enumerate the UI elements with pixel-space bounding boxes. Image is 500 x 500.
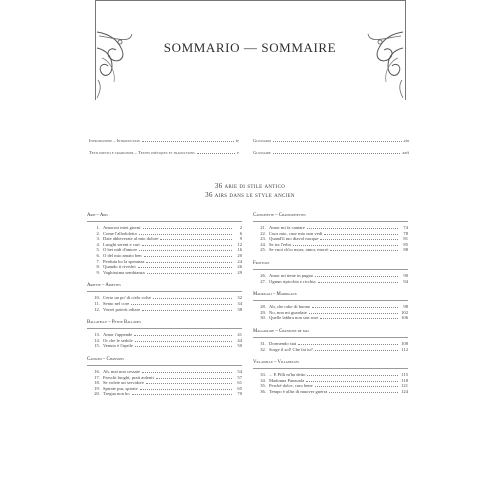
leader-dots [142, 372, 232, 373]
entry-page: 41 [237, 332, 242, 338]
toc-label: Glossario [253, 138, 271, 143]
toc-entry[interactable] [87, 307, 242, 313]
entry-title: No, non mi guardate [269, 309, 307, 315]
section-heading: Canzonette – Chansonnettes [253, 213, 408, 222]
leader-dots [138, 267, 232, 268]
section-heading: Villanelle – Villanelles [253, 360, 408, 369]
toc-row[interactable] [89, 150, 239, 162]
toc-section [253, 360, 408, 394]
toc-section [253, 261, 408, 284]
entry-title: ... E Pilli m'ha detto [269, 372, 306, 378]
entry-title: Se tra l'erba [269, 241, 291, 247]
entry-number: 12. [94, 306, 100, 312]
entry-page: 88 [403, 247, 408, 253]
entry-number: 14. [94, 337, 100, 343]
entry-number: 20. [94, 391, 100, 397]
entry-number: 30. [260, 315, 266, 321]
toc-row[interactable] [253, 138, 409, 150]
leader-dots [315, 386, 398, 387]
entry-page: 108 [401, 340, 408, 346]
entry-number: 32. [260, 346, 266, 352]
leader-dots [139, 250, 232, 251]
entry-number: 11. [94, 300, 100, 306]
subtitle-italian: 36 arie di stile antico [214, 182, 286, 190]
leader-dots [273, 141, 402, 142]
toc-entry[interactable] [253, 247, 408, 253]
entry-page: 57 [237, 374, 242, 380]
entry-page: 90 [403, 272, 408, 278]
entry-title: Spirate pur, spirate [103, 385, 138, 391]
entry-page: 102 [401, 309, 408, 315]
leader-dots [142, 141, 234, 142]
entry-number: 24. [260, 241, 266, 247]
toc-entry[interactable] [253, 279, 408, 285]
entry-page: 6 [239, 230, 242, 236]
leader-dots [315, 350, 398, 351]
entry-page: 38 [237, 306, 242, 312]
entry-title: Freschi luoghi, prati aulenti [103, 374, 154, 380]
entry-page: 34 [237, 300, 242, 306]
entry-title: O del mio amato ben [103, 252, 142, 258]
entry-title: Tregua non ho [103, 391, 130, 397]
leader-dots [315, 276, 398, 277]
entry-page: 112 [401, 346, 408, 352]
entry-title: Date abbeverate al mio dolore [103, 236, 159, 242]
entry-number: 6. [96, 252, 100, 258]
page-title: SOMMARIO — SOMMAIRE [163, 40, 337, 55]
leader-dots [135, 346, 232, 347]
toc-section [87, 357, 242, 397]
entry-number: 13. [94, 332, 100, 338]
leader-dots [134, 335, 232, 336]
collection-subtitle [0, 182, 500, 200]
leader-dots [320, 318, 398, 319]
leader-dots [329, 392, 398, 393]
toc-row[interactable] [89, 138, 239, 150]
entry-title: Perché dolce, caro bene [269, 383, 313, 389]
entry-title: Luoghi sereni e cari [103, 241, 140, 247]
entry-page: 121 [401, 383, 408, 389]
leader-dots [139, 234, 232, 235]
entry-page: 26 [237, 264, 242, 270]
entry-title: Quelle labbra non son rose [269, 315, 319, 321]
toc-entry[interactable] [253, 347, 408, 353]
toc-page: v [236, 150, 239, 155]
entry-title: Vaghissima sembianza [103, 269, 145, 275]
section-heading: Arie – Airs [87, 213, 242, 222]
leader-dots [132, 394, 232, 395]
entry-number: 15. [94, 343, 100, 349]
entry-number: 29. [260, 309, 266, 315]
leader-dots [160, 239, 232, 240]
leader-dots [306, 381, 398, 382]
leader-dots [293, 245, 398, 246]
toc-front-matter-right [253, 138, 409, 162]
entry-title: Come l'allodoletta [103, 230, 137, 236]
section-heading: Frottole [253, 261, 408, 270]
leader-dots [318, 282, 398, 283]
toc-section [87, 320, 242, 349]
leader-dots [156, 378, 232, 379]
leader-dots [298, 344, 398, 345]
entry-number: 17. [94, 374, 100, 380]
toc-label: Testi poetici e traduzioni – Textes poétiques et traductions [89, 150, 195, 155]
section-heading: Ballatelle – Petite Ballades [87, 320, 242, 329]
entry-number: 10. [94, 295, 100, 301]
entry-title: Or che le sedole [103, 337, 133, 343]
leader-dots [307, 228, 398, 229]
contents-column-left [87, 213, 242, 405]
leader-dots [135, 341, 232, 342]
entry-title: O bei nidi d'amore [103, 247, 138, 253]
section-heading: Ariette – Ariettes [87, 283, 242, 292]
entry-page: 44 [237, 337, 242, 343]
toc-page: iv [235, 138, 239, 143]
leader-dots [143, 228, 232, 229]
leader-dots [147, 273, 232, 274]
entry-title: Dormendo stai [269, 340, 297, 346]
toc-entry[interactable] [87, 391, 242, 397]
entry-title: Amorosi miei giorni [103, 225, 141, 230]
entry-title: Certo un po' di cielo colse [103, 295, 151, 301]
entry-page: 74 [403, 225, 408, 230]
entry-title: Tempo è alfin di muover guerra [269, 388, 328, 394]
leader-dots [142, 310, 232, 311]
entry-title: Quando ti rivedrò [103, 264, 136, 270]
entry-title: Ah, mai non cessate [103, 368, 140, 374]
entry-number: 26. [260, 272, 266, 278]
leader-dots [153, 298, 232, 299]
leader-dots [142, 245, 232, 246]
entry-title: Ognun ripicchia e ricchia [269, 278, 316, 284]
entry-number: 2. [96, 230, 100, 236]
entry-number: 19. [94, 385, 100, 391]
entry-page: 50 [237, 343, 242, 349]
entry-number: 8. [96, 264, 100, 270]
entry-number: 21. [260, 225, 266, 230]
entry-title: Sorge il sol! Che fai tu? [269, 346, 313, 352]
entry-number: 16. [94, 368, 100, 374]
entry-number: 5. [96, 247, 100, 253]
entry-page: 115 [401, 372, 408, 378]
entry-page: 65 [237, 385, 242, 391]
leader-dots [273, 153, 401, 154]
toc-section [87, 213, 242, 275]
entry-number: 18. [94, 380, 100, 386]
entry-page: 78 [403, 230, 408, 236]
entry-title: Venuto è l'aprile [103, 343, 133, 349]
leader-dots [309, 313, 398, 314]
entry-page: 2 [239, 225, 242, 230]
entry-number: 23. [260, 236, 266, 242]
toc-page: xxii [402, 150, 409, 155]
toc-section [253, 329, 408, 352]
entry-page: 94 [403, 278, 408, 284]
entry-title: Vorrei poterti odiare [103, 306, 141, 312]
leader-dots [131, 304, 232, 305]
leader-dots [144, 256, 232, 257]
toc-label: Introduzione – Introduction [89, 138, 140, 143]
toc-entry[interactable] [253, 315, 408, 321]
leader-dots [320, 239, 398, 240]
toc-page: xix [403, 138, 409, 143]
entry-title: Amor t'appende [103, 332, 133, 338]
entry-number: 33. [260, 372, 266, 378]
leader-dots [307, 375, 398, 376]
leader-dots [312, 307, 398, 308]
entry-page: 54 [237, 368, 242, 374]
entry-number: 7. [96, 258, 100, 264]
leader-dots [330, 250, 398, 251]
leader-dots [146, 383, 232, 384]
entry-number: 27. [260, 278, 266, 284]
toc-label: Glossaire [253, 150, 271, 155]
leader-dots [324, 234, 398, 235]
entry-page: 32 [237, 295, 242, 301]
entry-title: Cuor mio, cuor mio non vedi [269, 230, 323, 236]
entry-number: 4. [96, 241, 100, 247]
entry-number: 22. [260, 230, 266, 236]
entry-number: 36. [260, 388, 266, 394]
entry-page: 12 [237, 241, 242, 247]
entry-page: 124 [401, 388, 408, 394]
entry-number: 34. [260, 377, 266, 383]
leader-dots [197, 153, 235, 154]
entry-page: 118 [401, 377, 408, 383]
toc-row[interactable] [253, 150, 409, 162]
toc-entry[interactable] [87, 343, 242, 349]
entry-title: Madonna Panzuola [269, 377, 305, 383]
entry-title: Amor mi fa cantare [269, 225, 305, 230]
toc-front-matter-left [89, 138, 239, 162]
toc-entry[interactable] [253, 389, 408, 395]
section-heading: Canzoni – Chansons [87, 357, 242, 366]
entry-page: 16 [237, 247, 242, 253]
entry-number: 25. [260, 247, 266, 253]
toc-section [253, 292, 408, 321]
frame-top-border [95, 0, 406, 1]
entry-title: Perduta ho la speranza [103, 258, 145, 264]
entry-number: 1. [96, 225, 100, 230]
entry-page: 24 [237, 258, 242, 264]
entry-page: 85 [403, 241, 408, 247]
entry-page: 20 [237, 252, 242, 258]
entry-number: 9. [96, 269, 100, 275]
toc-section [253, 213, 408, 253]
entry-title: Se vuoi ch'io mora, amor, morrò [269, 247, 329, 253]
entry-title: Se volete un servidore [103, 380, 144, 386]
entry-page: 81 [403, 236, 408, 242]
subtitle-french: 36 airs dans le style ancien [205, 191, 295, 199]
entry-number: 28. [260, 304, 266, 310]
section-heading: Madrigali – Madrigaux [253, 292, 408, 301]
toc-section [87, 283, 242, 312]
entry-page: 98 [403, 304, 408, 310]
contents-column-right [253, 213, 408, 403]
entry-number: 35. [260, 383, 266, 389]
entry-page: 29 [237, 269, 242, 275]
entry-title: Ah, che odor di buono [269, 304, 311, 310]
entry-page: 9 [239, 236, 242, 242]
entry-page: 106 [401, 315, 408, 321]
entry-page: 61 [237, 380, 242, 386]
entry-page: 70 [237, 391, 242, 397]
entry-title: Quand'il tuo diavol nacque [269, 236, 319, 242]
leader-dots [140, 389, 232, 390]
entry-number: 3. [96, 236, 100, 242]
entry-title: Amor mi tiene in pugno [269, 272, 314, 278]
entry-number: 31. [260, 340, 266, 346]
leader-dots [146, 262, 232, 263]
entry-title: Sento nel core [103, 300, 130, 306]
toc-entry[interactable] [87, 270, 242, 276]
section-heading: Maggiolate – Chansons de mai [253, 329, 408, 338]
